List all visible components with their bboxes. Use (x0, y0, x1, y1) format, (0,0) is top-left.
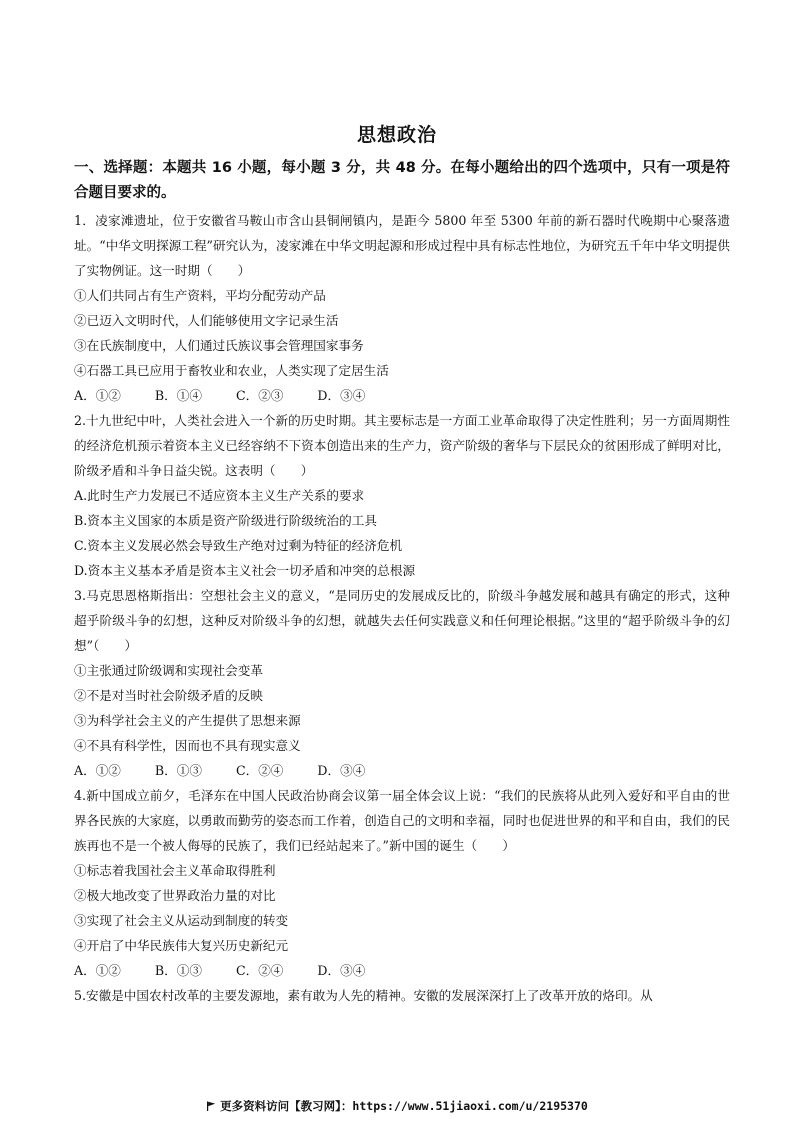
question-stem: 4.新中国成立前夕，毛泽东在中国人民政治协商会议第一届全体会议上说：“我们的民族将从此列入爱好和平自由的世界各民族的大家庭，以勇敢而勤劳的姿态而工作着，创造自己的文明和幸福，同时也促进世界的和平和自由，我们的民族再也不是一个被人侮辱的民族了，我们已经站起来了。”新中国的诞生（ ） (74, 788, 730, 853)
statement-item: ①主张通过阶级调和实现社会变革 (74, 663, 263, 678)
footer-link[interactable] (0, 1098, 794, 1114)
option-b: B.资本主义国家的本质是资产阶级进行阶级统治的工具 (74, 513, 377, 528)
question-3 (74, 583, 730, 783)
question-1 (74, 208, 730, 408)
question-5 (74, 983, 730, 1008)
option-a: A.此时生产力发展已不适应资本主义生产关系的要求 (74, 488, 365, 503)
question-4 (74, 783, 730, 983)
answer-choices (74, 958, 730, 983)
choice-b: B．①④ (154, 388, 202, 403)
choice-a: A．①② (74, 963, 121, 978)
answer-choices (74, 758, 730, 783)
choice-d: D．③④ (317, 763, 366, 778)
choice-b: B．①③ (154, 963, 202, 978)
question-stem: 1．凌家滩遗址，位于安徽省马鞍山市含山县铜闸镇内，是距今 5800 年至 5300 年前的新石器时代晚期中心聚落遗址。“中华文明探源工程”研究认为，凌家滩在中华文明起源和形成过程中具有标志性地位，为研究五千年中华文明提供了实物例证。这一时期（ ） (74, 213, 730, 278)
section-heading: 一、选择题：本题共 16 小题，每小题 3 分，共 48 分。在每小题给出的四个选项中，只有一项是符合题目要求的。 (74, 160, 730, 201)
choice-d: D．③④ (317, 388, 366, 403)
statement-item: ③实现了社会主义从运动到制度的转变 (74, 913, 289, 928)
question-2 (74, 408, 730, 583)
statement-item: ④不具有科学性，因而也不具有现实意义 (74, 738, 301, 753)
statement-item: ④石器工具已应用于畜牧业和农业，人类实现了定居生活 (74, 363, 389, 378)
statement-item: ④开启了中华民族伟大复兴历史新纪元 (74, 938, 289, 953)
statement-item: ①标志着我国社会主义革命取得胜利 (74, 863, 276, 878)
flag-icon (206, 1100, 216, 1110)
option-d: D.资本主义基本矛盾是资本主义社会一切矛盾和冲突的总根源 (74, 563, 416, 578)
choice-a: A．①② (74, 388, 121, 403)
choice-c: C．②④ (235, 763, 284, 778)
statement-item: ②不是对当时社会阶级矛盾的反映 (74, 688, 263, 703)
statement-item: ②已迈入文明时代，人们能够使用文字记录生活 (74, 313, 339, 328)
question-stem: 2.十九世纪中叶，人类社会进入一个新的历史时期。其主要标志是一方面工业革命取得了决定性胜利；另一方面周期性的经济危机预示着资本主义已经容纳不下资本创造出来的生产力，资产阶级的奢华与下层民众的贫困形成了鲜明对比，阶级矛盾和斗争日益尖锐。这表明（ ） (74, 413, 730, 478)
statement-item: ③为科学社会主义的产生提供了思想来源 (74, 713, 301, 728)
answer-choices (74, 383, 730, 408)
choice-b: B．①③ (154, 763, 202, 778)
exam-content (74, 156, 730, 1008)
question-stem: 5.安徽是中国农村改革的主要发源地，素有敢为人先的精神。安徽的发展深深打上了改革开放的烙印。从 (74, 988, 653, 1003)
choice-d: D．③④ (317, 963, 366, 978)
question-stem: 3.马克思恩格斯指出：空想社会主义的意义，“是同历史的发展成反比的，阶级斗争越发展和越具有确定的形式，这种超乎阶级斗争的幻想，这种反对阶级斗争的幻想，就越失去任何实践意义和任何理论根据。”这里的“超乎阶级斗争的幻想”（ ） (74, 588, 730, 653)
choice-a: A．①② (74, 763, 121, 778)
statement-item: ②极大地改变了世界政治力量的对比 (74, 888, 276, 903)
footer-text: 更多资料访问【教习网】：https://www.51jiaoxi.com/u/2195370 (220, 1099, 588, 1113)
choice-c: C．②③ (235, 388, 284, 403)
choice-c: C．②④ (235, 963, 284, 978)
page-title: 思想政治 (356, 124, 437, 146)
option-c: C.资本主义发展必然会导致生产绝对过剩为特征的经济危机 (74, 538, 403, 553)
statement-item: ①人们共同占有生产资料，平均分配劳动产品 (74, 288, 326, 303)
statement-item: ③在氏族制度中，人们通过氏族议事会管理国家事务 (74, 338, 364, 353)
